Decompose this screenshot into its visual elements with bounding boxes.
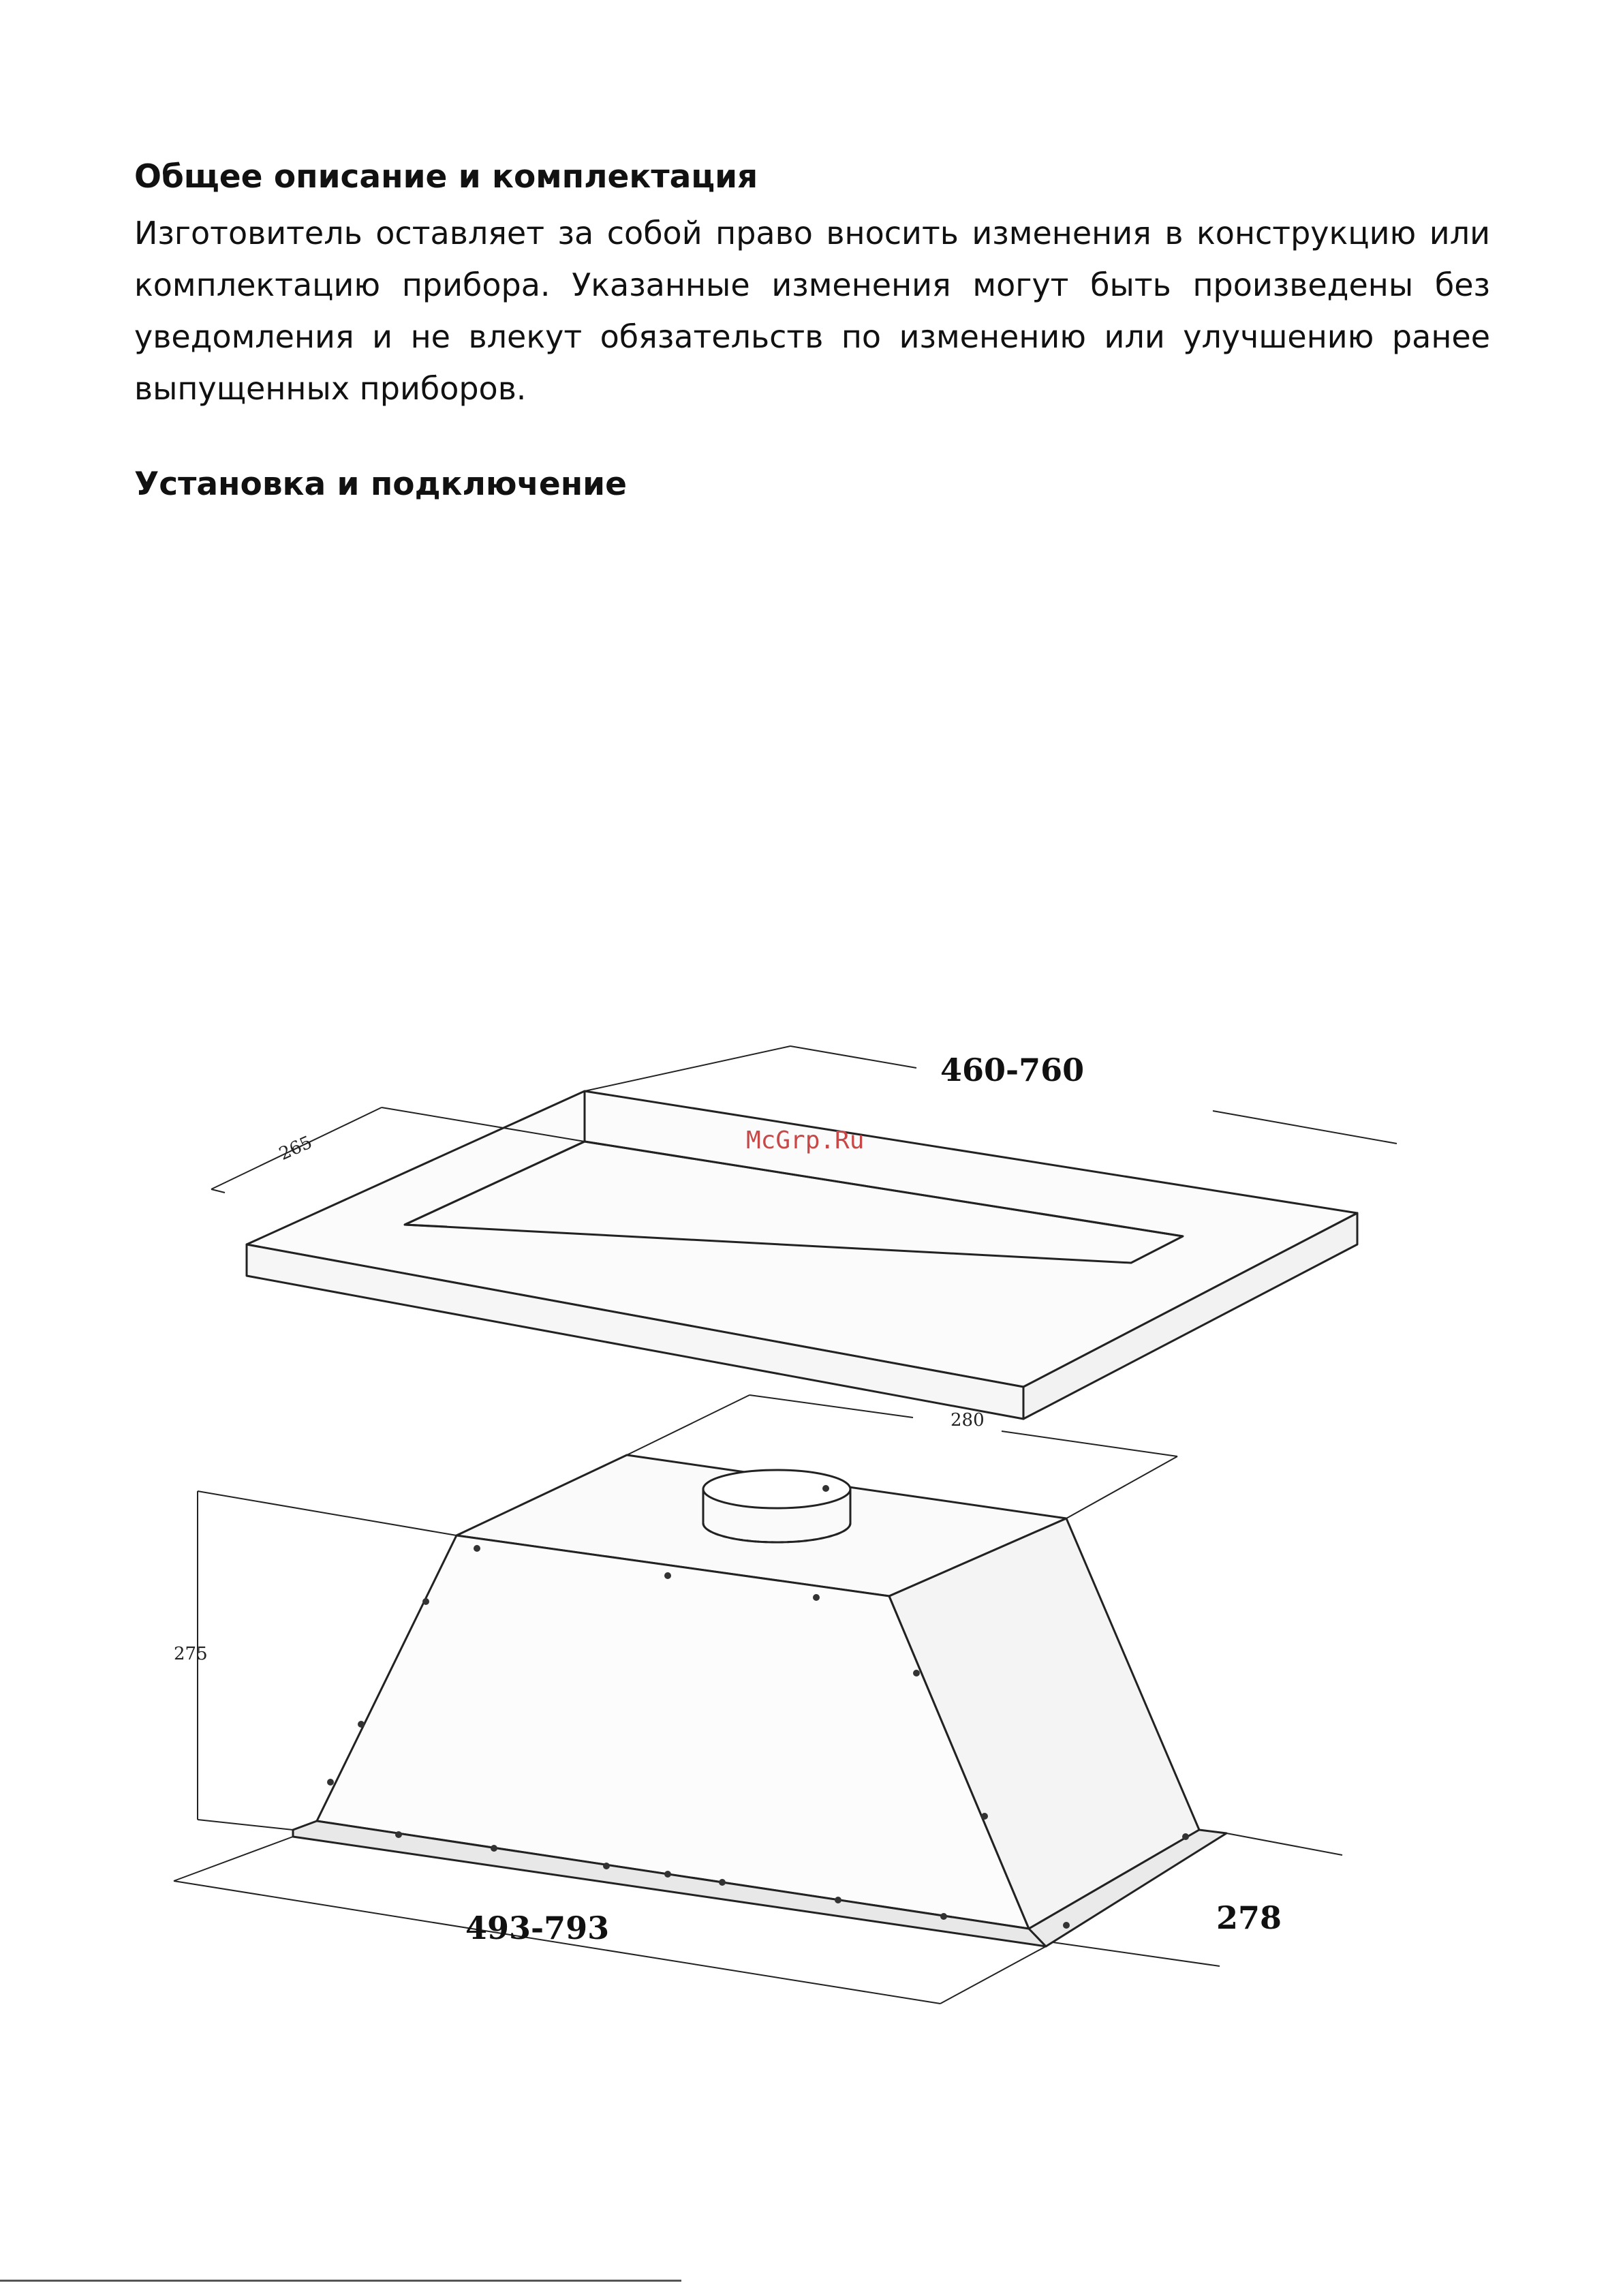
hood-body xyxy=(293,1455,1226,1946)
dim-unit-depth-label: 278 xyxy=(1216,1899,1282,1936)
dim-duct-span-label: 280 xyxy=(950,1410,985,1430)
footer-rule xyxy=(0,2280,681,2282)
dim-cabinet-width-label: 460-760 xyxy=(940,1052,1085,1088)
dim-unit-width-label: 493-793 xyxy=(465,1910,610,1946)
hood-dimension-drawing xyxy=(0,1022,1623,2045)
section-heading-installation: Установка и подключение xyxy=(134,465,627,503)
watermark-text: McGrp.Ru xyxy=(746,1127,865,1154)
installation-diagram xyxy=(0,1022,1623,2045)
dim-cabinet-depth-label: 265 xyxy=(276,1132,315,1165)
dim-height-label: 275 xyxy=(174,1644,208,1664)
general-description-paragraph: Изготовитель оставляет за собой право вносить изменения в конструкцию или комплектацию прибора. Указанные изменения могут быть произведены без уведомления и не влекут обязательств по изменению или улучшению ранее выпущенных приборов. xyxy=(134,215,1490,407)
section-heading-general: Общее описание и комплектация xyxy=(134,158,758,196)
